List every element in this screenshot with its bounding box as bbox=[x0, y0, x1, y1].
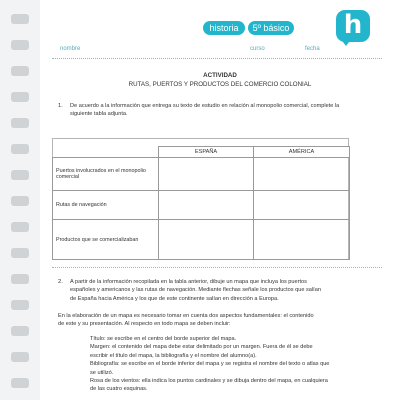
answer-cell[interactable] bbox=[159, 220, 254, 260]
question-1-text bbox=[70, 102, 390, 119]
list-item: Margen: el contenido del mapa debe estar delimitado por un margen. Fuera de él se debe bbox=[90, 344, 313, 351]
question-1-line: De acuerdo a la información que entrega su texto de estudio en relación al monopolio comercial, complete la bbox=[70, 103, 340, 109]
binder-hole bbox=[11, 144, 29, 154]
course-label: curso bbox=[250, 46, 265, 52]
question-2-text bbox=[70, 278, 390, 303]
grade-badge: 5º básico bbox=[248, 21, 294, 35]
binder-hole bbox=[11, 118, 29, 128]
student-info-row bbox=[52, 44, 382, 59]
map-requirements-list bbox=[90, 335, 375, 394]
intro-line: En la elaboración de un mapa es necesario tomar en cuenta dos aspectos fundamentales: el contenido bbox=[58, 313, 314, 319]
answer-cell[interactable] bbox=[159, 158, 254, 191]
list-item: escribir el título del mapa, la bibliografía y el nombre del alumno(a). bbox=[90, 352, 257, 359]
date-label: fecha bbox=[305, 46, 320, 52]
activity-label: ACTIVIDAD bbox=[203, 72, 237, 79]
list-item: de las cuatro esquinas. bbox=[90, 386, 148, 393]
list-item: Rosa de los vientos: ella indica los puntos cardinales y se dibuja dentro del mapa, en cualquiera bbox=[90, 378, 328, 385]
subject-badge: historia bbox=[203, 21, 245, 35]
binder-strip bbox=[0, 0, 40, 400]
column-header-america: AMÉRICA bbox=[254, 147, 350, 158]
table-row bbox=[53, 191, 350, 220]
binder-hole bbox=[11, 66, 29, 76]
binder-hole bbox=[11, 352, 29, 362]
answer-cell[interactable] bbox=[159, 191, 254, 220]
binder-hole bbox=[11, 92, 29, 102]
column-header-spain: ESPAÑA bbox=[159, 147, 254, 158]
table-row bbox=[53, 220, 350, 260]
question-2-line: españoles y americanos y las rutas de navegación. Mediante flechas señale los productos que salían bbox=[70, 287, 321, 294]
binder-hole bbox=[11, 248, 29, 258]
activity-title: RUTAS, PUERTOS Y PRODUCTOS DEL COMERCIO COLONIAL bbox=[128, 81, 312, 88]
binder-hole bbox=[11, 170, 29, 180]
binder-hole bbox=[11, 196, 29, 206]
question-2-line: A partir de la información recopilada en la tabla anterior, dibuje un mapa que incluya los puertos bbox=[70, 279, 307, 285]
section-divider bbox=[52, 267, 382, 268]
question-1-line: siguiente tabla adjunta. bbox=[70, 111, 128, 118]
table-corner-cell bbox=[53, 147, 159, 158]
binder-hole bbox=[11, 378, 29, 388]
question-1-number: 1. bbox=[58, 103, 63, 109]
row-label-line: comercial bbox=[56, 174, 80, 180]
binder-hole bbox=[11, 274, 29, 284]
question-2-number: 2. bbox=[58, 279, 63, 285]
table-row bbox=[53, 158, 350, 191]
monopoly-table bbox=[52, 146, 350, 260]
binder-hole bbox=[11, 14, 29, 24]
list-item: Título: se escribe en el centro del borde superior del mapa. bbox=[90, 336, 237, 342]
intro-line: de este y su presentación. Al respecto en todo mapa se deben incluir: bbox=[58, 321, 231, 328]
row-label-ports bbox=[53, 158, 159, 191]
answer-cell[interactable] bbox=[254, 158, 350, 191]
list-item: se utilizó. bbox=[90, 369, 114, 376]
list-item: Bibliografía: se escribe en el borde inferior del mapa y se registra el nombre del texto o atlas que bbox=[90, 361, 330, 368]
row-label-line: Puertos involucrados en el monopolio bbox=[56, 168, 146, 174]
answer-cell[interactable] bbox=[254, 191, 350, 220]
binder-hole bbox=[11, 40, 29, 50]
name-label: nombre bbox=[60, 46, 81, 52]
binder-hole bbox=[11, 222, 29, 232]
question-2-line: de España hacia América y los que de este continente salían en dirección a Europa. bbox=[70, 295, 279, 302]
h-logo-icon: h bbox=[336, 10, 370, 42]
binder-hole bbox=[11, 300, 29, 310]
map-intro-text bbox=[58, 312, 388, 329]
answer-cell[interactable] bbox=[254, 220, 350, 260]
row-label-routes: Rutas de navegación bbox=[53, 191, 159, 220]
binder-hole bbox=[11, 326, 29, 336]
row-label-products: Productos que se comercializaban bbox=[53, 220, 159, 260]
table-header-row bbox=[53, 147, 350, 158]
